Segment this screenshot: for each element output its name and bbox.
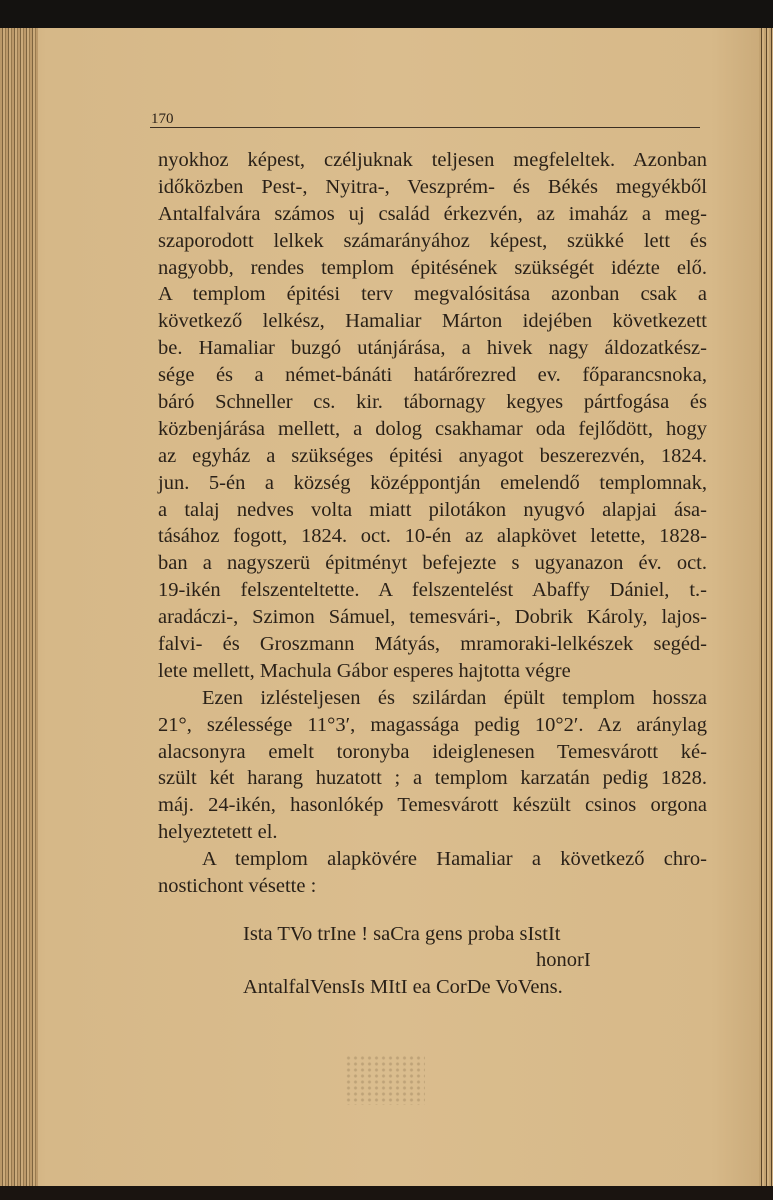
text-line: Ezen izlésteljesen és szilárdan épült templom hossza <box>202 686 707 709</box>
text-line: szült két harang huzatott ; a templom karzatán pedig 1828. <box>158 767 707 790</box>
body-text <box>158 147 707 900</box>
text-line: 19-ikén felszenteltette. A felszentelést Abaffy Dániel, t.- <box>158 579 707 602</box>
text-line: közbenjárása mellett, a dolog csakhamar oda fejlődött, hogy <box>158 417 707 440</box>
chronostichon-line-2: honorI <box>536 949 591 971</box>
scan-bottom-border <box>0 1186 773 1200</box>
text-line: a talaj nedves volta miatt pilotákon nyugvó alapjai ása- <box>158 498 707 521</box>
library-stamp-smudge <box>345 1055 425 1105</box>
chronostichon-line-3: AntalfalVensIs MItI ea CorDe VoVens. <box>243 976 563 998</box>
text-line: jun. 5-én a község középpontján emelendő templomnak, <box>158 471 707 494</box>
chronostichon-line-1: Ista TVo trIne ! saCra gens proba sIstIt <box>243 923 561 945</box>
text-line: falvi- és Groszmann Mátyás, mramoraki-lelkészek segéd- <box>158 633 707 656</box>
text-line: időközben Pest-, Nyitra-, Veszprém- és Békés megyékből <box>158 175 707 198</box>
scan-top-border <box>0 0 773 30</box>
text-line: következő lelkész, Hamaliar Márton idejében következett <box>158 310 707 333</box>
text-line: ban a nagyszerü épitményt befejezte s ugyanazon év. oct. <box>158 552 707 575</box>
page-stack-left-edge <box>0 28 38 1186</box>
text-line: sége és a német-bánáti határőrezred ev. főparancsnoka, <box>158 364 707 387</box>
text-line: lete mellett, Machula Gábor esperes hajtotta végre <box>158 659 571 682</box>
text-line: alacsonyra emelt toronyba ideiglenesen Temesvárott ké- <box>158 740 707 763</box>
header-rule <box>150 127 700 128</box>
text-line: tásához fogott, 1824. oct. 10-én az alapkövet letette, 1828- <box>158 525 707 548</box>
text-line: A templom alapkövére Hamaliar a következő chro- <box>202 848 707 871</box>
page-number: 170 <box>151 111 174 127</box>
text-line: aradáczi-, Szimon Sámuel, temesvári-, Dobrik Károly, lajos- <box>158 606 707 629</box>
text-line: helyeztetett el. <box>158 821 278 844</box>
text-line: báró Schneller cs. kir. tábornagy kegyes pártfogása és <box>158 391 707 414</box>
text-line: Antalfalvára számos uj család érkezvén, az imaház a meg- <box>158 202 707 225</box>
text-line: nyokhoz képest, czéljuknak teljesen megfeleltek. Azonban <box>158 149 707 171</box>
text-line: be. Hamaliar buzgó utánjárása, a hivek nagy áldozatkész- <box>158 337 707 360</box>
page-stack-right-edge <box>759 28 773 1186</box>
text-line: az egyház a szükséges épitési anyagot beszerezvén, 1824. <box>158 444 707 467</box>
text-line: 21°, szélessége 11°3′, magassága pedig 10°2′. Az aránylag <box>158 713 707 736</box>
text-line: A templom épitési terv megvalósitása azonban csak a <box>158 283 707 306</box>
text-line: szaporodott lelkek számarányához képest, szükké lett és <box>158 229 707 252</box>
text-line: nostichont vésette : <box>158 875 317 898</box>
text-line: máj. 24-ikén, hasonlókép Temesvárott készült csinos orgona <box>158 794 707 817</box>
text-line: nagyobb, rendes templom épitésének szükségét idézte elő. <box>158 256 707 279</box>
